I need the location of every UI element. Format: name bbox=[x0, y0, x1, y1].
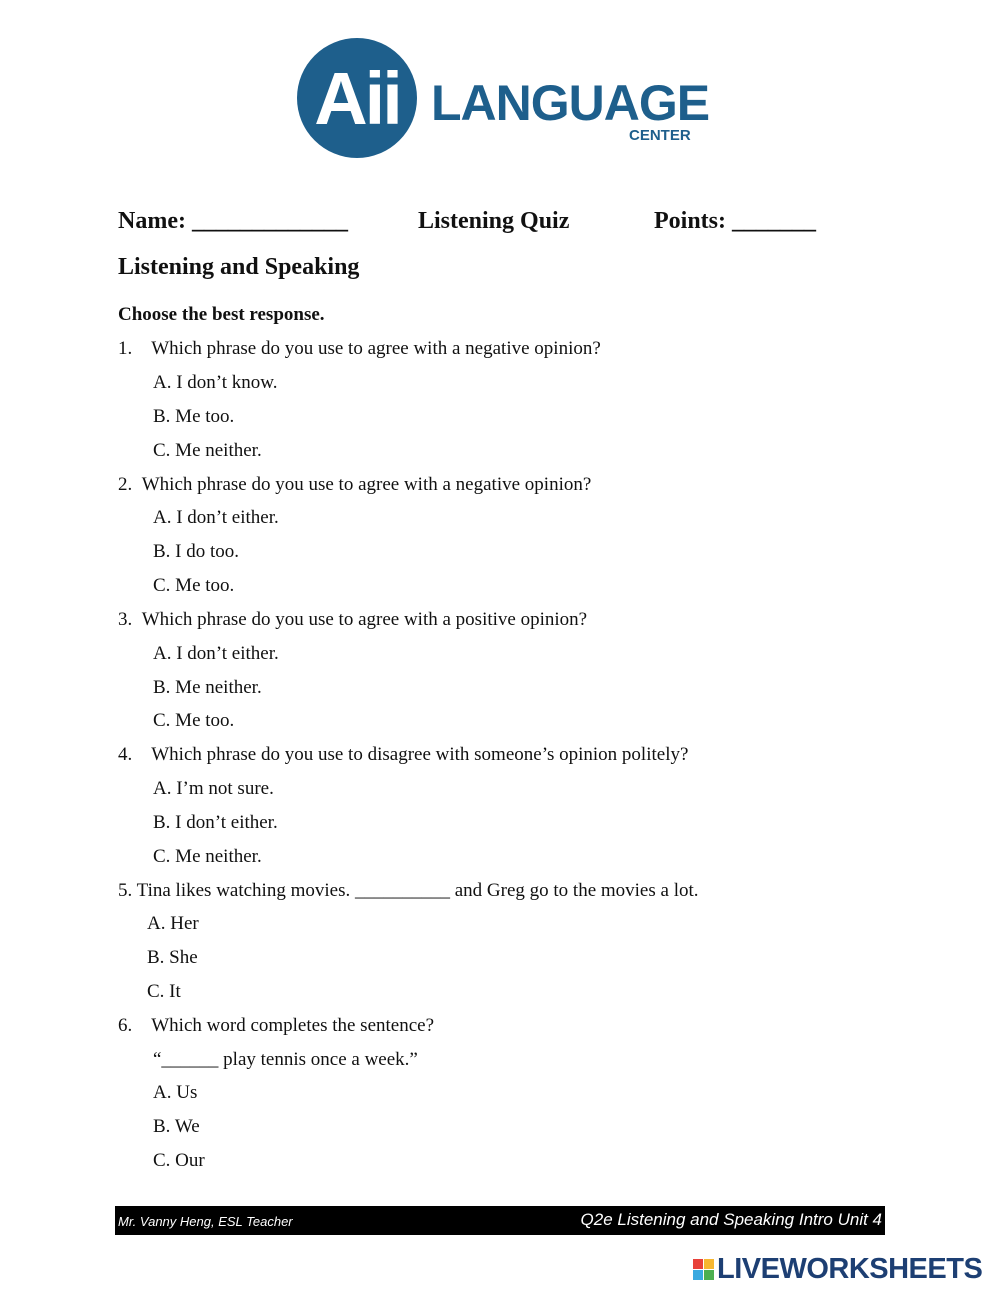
liveworksheets-text: LIVEWORKSHEETS bbox=[717, 1252, 983, 1285]
teacher-credit: Mr. Vanny Heng, ESL Teacher bbox=[118, 1214, 293, 1229]
quiz-title: Listening Quiz bbox=[418, 208, 570, 234]
course-unit: Q2e Listening and Speaking Intro Unit 4 bbox=[580, 1210, 882, 1229]
question-3-prompt: 3. Which phrase do you use to agree with a positive opinion? bbox=[118, 609, 588, 630]
aii-language-center-logo bbox=[297, 38, 710, 160]
question-2-option-b: B. I do too. bbox=[153, 541, 240, 562]
question-5-option-b: B. She bbox=[147, 947, 198, 968]
question-5-option-c: C. It bbox=[147, 981, 181, 1002]
liveworksheets-badge-icon bbox=[693, 1259, 714, 1280]
question-6-option-b: B. We bbox=[153, 1116, 200, 1137]
question-4-option-b: B. I don’t either. bbox=[153, 812, 278, 833]
badge-square bbox=[704, 1259, 714, 1269]
question-4-prompt: 4. Which phrase do you use to disagree with someone’s opinion politely? bbox=[118, 744, 689, 765]
question-6-prompt: 6. Which word completes the sentence? bbox=[118, 1015, 435, 1036]
question-6-option-c: C. Our bbox=[153, 1150, 205, 1171]
badge-square bbox=[704, 1270, 714, 1280]
question-4-option-a: A. I’m not sure. bbox=[153, 778, 274, 799]
section-title: Listening and Speaking bbox=[118, 254, 360, 280]
question-1-prompt: 1. Which phrase do you use to agree with a negative opinion? bbox=[118, 338, 601, 359]
question-1-option-a: A. I don’t know. bbox=[153, 372, 278, 393]
instruction: Choose the best response. bbox=[118, 304, 325, 325]
question-2-prompt: 2. Which phrase do you use to agree with a negative opinion? bbox=[118, 474, 592, 495]
question-6-sentence: “______ play tennis once a week.” bbox=[153, 1049, 418, 1070]
question-1-option-b: B. Me too. bbox=[153, 406, 235, 427]
logo-mark: Aii bbox=[297, 38, 417, 158]
footer-bar bbox=[115, 1206, 885, 1235]
question-3-option-a: A. I don’t either. bbox=[153, 643, 279, 664]
name-field-label: Name: _____________ bbox=[118, 208, 348, 234]
question-6-option-a: A. Us bbox=[153, 1082, 198, 1103]
liveworksheets-watermark bbox=[693, 1254, 982, 1284]
points-field-label: Points: _______ bbox=[654, 208, 816, 234]
question-4-option-c: C. Me neither. bbox=[153, 846, 262, 867]
question-1-option-c: C. Me neither. bbox=[153, 440, 262, 461]
question-5-option-a: A. Her bbox=[147, 913, 199, 934]
question-3-option-b: B. Me neither. bbox=[153, 677, 262, 698]
badge-square bbox=[693, 1259, 703, 1269]
question-2-option-c: C. Me too. bbox=[153, 575, 235, 596]
question-5-prompt: 5. Tina likes watching movies. __________ and Greg go to the movies a lot. bbox=[118, 880, 699, 901]
badge-square bbox=[693, 1270, 703, 1280]
logo-subtitle: CENTER bbox=[629, 127, 691, 144]
logo-name: LANGUAGE bbox=[431, 75, 710, 131]
question-2-option-a: A. I don’t either. bbox=[153, 507, 279, 528]
question-3-option-c: C. Me too. bbox=[153, 710, 235, 731]
